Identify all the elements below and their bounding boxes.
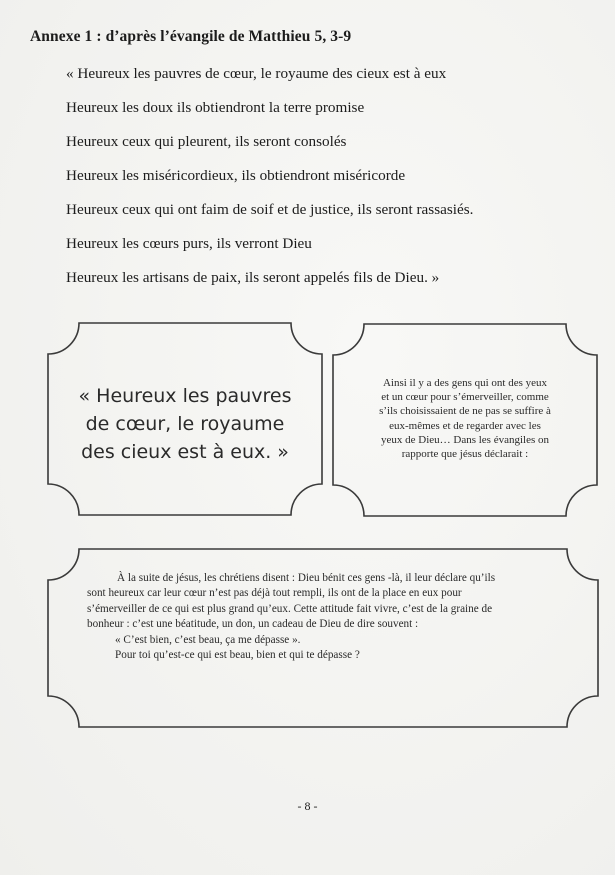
beatitude-line: Heureux ceux qui pleurent, ils seront consolés [66, 133, 347, 150]
side-line: s’ils choisissaient de ne pas se suffire à [379, 405, 551, 418]
bottom-line: Pour toi qu’est-ce qui est beau, bien et qui te dépasse ? [115, 649, 360, 662]
beatitude-line: « Heureux les pauvres de cœur, le royaume des cieux est à eux [66, 65, 447, 82]
beatitude-line: Heureux les cœurs purs, ils verront Dieu [66, 235, 312, 252]
bottom-text [87, 571, 587, 663]
beatitude-line: Heureux les miséricordieux, ils obtiendront miséricorde [66, 167, 406, 184]
quote-line: de cœur, le royaume [85, 413, 285, 435]
quote-text [58, 382, 312, 466]
bottom-frame [48, 549, 598, 727]
quote-line: des cieux est à eux. » [81, 441, 289, 463]
side-line: Ainsi il y a des gens qui ont des yeux [382, 377, 548, 389]
beatitude-line: Heureux ceux qui ont faim de soif et de justice, ils seront rassasiés. [66, 201, 474, 218]
bottom-line: À la suite de jésus, les chrétiens disent : Dieu bénit ces gens -là, il leur déclare qu’ils [117, 572, 496, 584]
page-number: - 8 - [297, 799, 318, 813]
bottom-line: sont heureux car leur cœur n’est pas déjà tout rempli, ils ont de la place en eux pour [87, 587, 462, 600]
side-line: yeux de Dieu… Dans les évangiles on [380, 433, 549, 446]
bottom-line: s’émerveiller de ce qui est plus grand qu’eux. Cette attitude fait vivre, c’est de la graine de [87, 602, 493, 615]
beatitude-line: Heureux les artisans de paix, ils seront appelés fils de Dieu. » [66, 269, 440, 286]
beatitude-line: Heureux les doux ils obtiendront la terre promise [66, 99, 365, 116]
quote-line: « Heureux les pauvres [78, 385, 292, 407]
quote-frame [48, 323, 322, 515]
side-line: eux-mêmes et de regarder avec les [389, 419, 541, 432]
side-frame [333, 324, 597, 516]
side-text [347, 376, 583, 461]
bottom-line: « C’est bien, c’est beau, ça me dépasse ». [115, 633, 301, 646]
bottom-line: bonheur : c’est une béatitude, un don, un cadeau de Dieu de dire souvent : [87, 618, 419, 631]
side-line: et un cœur pour s’émerveiller, comme [381, 391, 549, 404]
annex-heading: Annexe 1 : d’après l’évangile de Matthieu 5, 3-9 [30, 28, 352, 45]
side-line: rapporte que jésus déclarait : [401, 448, 529, 461]
beatitudes-list [66, 64, 473, 302]
